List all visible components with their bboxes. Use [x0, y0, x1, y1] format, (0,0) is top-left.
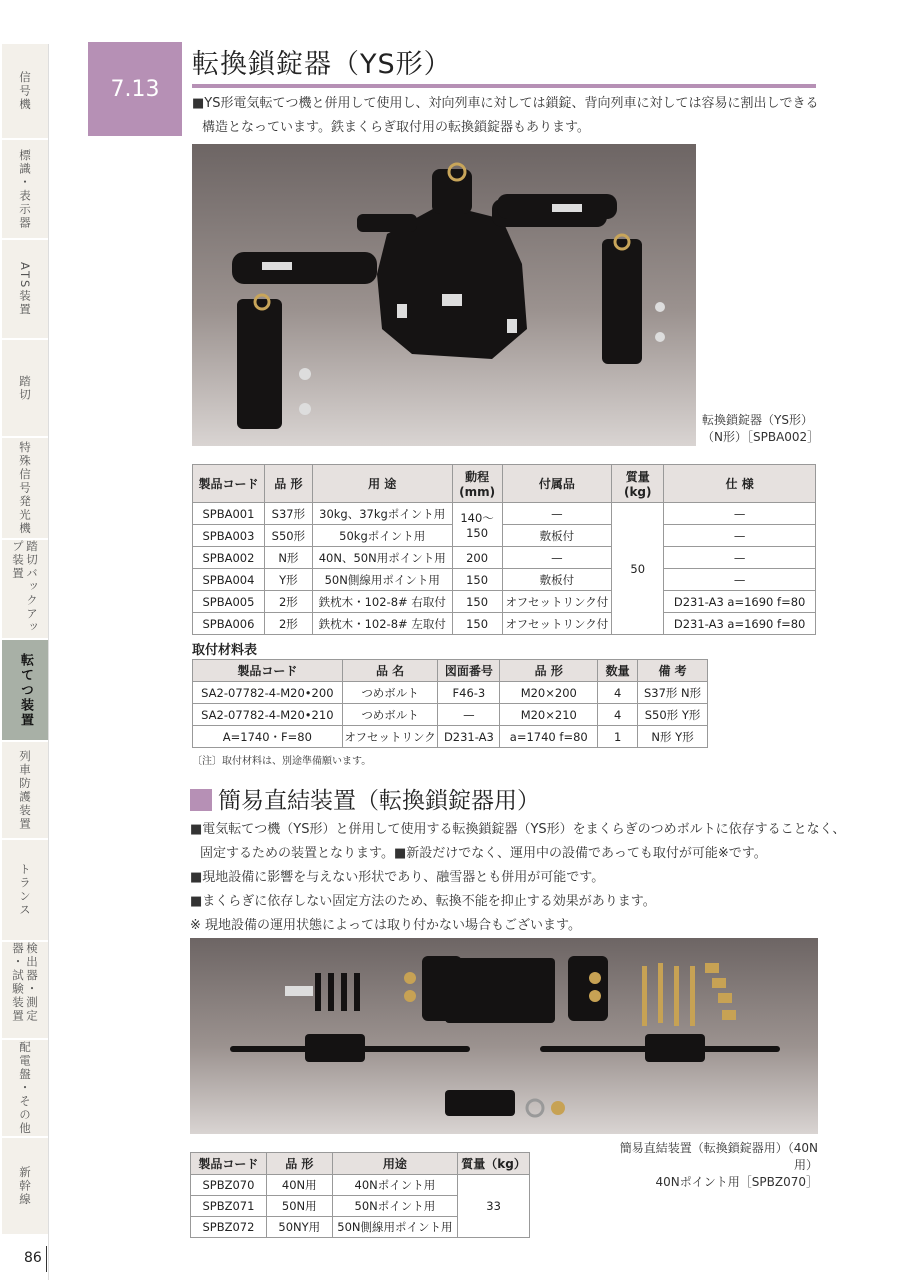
cell: 4: [598, 682, 638, 704]
para-line: 固定するための装置となります。■新設だけでなく、運用中の設備であっても取付が可能※です。: [200, 846, 767, 861]
page-number: 86: [24, 1250, 42, 1266]
col-header: 品 名: [342, 660, 438, 682]
cell: 30kg、37kgポイント用: [312, 503, 452, 525]
cell: a=1740 f=80: [500, 726, 598, 748]
cell: オフセットリンク付: [502, 613, 612, 635]
product-photo-switch-lock: [192, 144, 696, 446]
cell: —: [664, 569, 816, 591]
intro-line: ■YS形電気転てつ機と併用して使用し、対向列車に対しては鎖錠、背向列車に対しては容易に割出しできる: [192, 96, 819, 111]
cell: —: [664, 525, 816, 547]
col-header: 仕 様: [664, 465, 816, 503]
cell: 140〜 150: [452, 503, 502, 547]
table-row: [193, 726, 708, 748]
tab-special-signal[interactable]: [2, 438, 48, 539]
tab-label: 新幹線: [18, 1165, 32, 1207]
table-row: [193, 613, 816, 635]
col-header: 製品コード: [193, 660, 343, 682]
cell: A=1740・F=80: [193, 726, 343, 748]
cell: —: [502, 503, 612, 525]
tab-detectors[interactable]: [2, 942, 48, 1039]
mounting-materials-title: 取付材料表: [192, 643, 258, 658]
cell: SPBZ072: [191, 1217, 267, 1238]
tab-signs[interactable]: [2, 140, 48, 239]
table-header-row: [191, 1153, 530, 1175]
cell: D231-A3: [438, 726, 500, 748]
cell: SPBZ071: [191, 1196, 267, 1217]
col-header: 製品コード: [193, 465, 265, 503]
cell: 40N用: [266, 1175, 332, 1196]
cell: —: [664, 503, 816, 525]
cell: —: [438, 704, 500, 726]
table-row: [193, 547, 816, 569]
tab-label: トランス: [18, 863, 32, 917]
table-header-row: [193, 465, 816, 503]
cell: M20×210: [500, 704, 598, 726]
tab-label: 標識・表示器: [18, 148, 32, 230]
col-header: 動程 (mm): [452, 465, 502, 503]
col-header: 品 形: [500, 660, 598, 682]
cell: 敷板付: [502, 525, 612, 547]
cell: 2形: [264, 591, 312, 613]
cell: F46-3: [438, 682, 500, 704]
cell: 150: [452, 569, 502, 591]
col-header: 用途: [332, 1153, 457, 1175]
tab-label: 踏切バックアップ装置: [11, 540, 39, 635]
col-header: 数量: [598, 660, 638, 682]
cell: N形 Y形: [638, 726, 708, 748]
cell: S50形 Y形: [638, 704, 708, 726]
cell: 40Nポイント用: [332, 1175, 457, 1196]
para-line: ■現地設備に影響を与えない形状であり、融雪器とも併用が可能です。: [190, 870, 605, 885]
cell: SPBA002: [193, 547, 265, 569]
cell: 50N側線用ポイント用: [332, 1217, 457, 1238]
col-header: 製品コード: [191, 1153, 267, 1175]
title-underline: [192, 84, 816, 88]
table-note: 〔注〕取付材料は、別途準備願います。: [192, 756, 372, 767]
cell: 50Nポイント用: [332, 1196, 457, 1217]
direct-coupling-table: [190, 1152, 530, 1238]
tab-label: 転てつ装置: [18, 652, 33, 728]
tab-label: ATS装置: [18, 261, 32, 317]
section2-title: 簡易直結装置（転換鎖錠器用）: [218, 788, 540, 814]
cell: 50N用: [266, 1196, 332, 1217]
heading-marker: [190, 789, 212, 811]
cell: オフセットリンク: [342, 726, 438, 748]
cell: 150: [452, 613, 502, 635]
cell: 200: [452, 547, 502, 569]
cell: 33: [458, 1175, 530, 1238]
cell: SPBA003: [193, 525, 265, 547]
section2-text: [190, 818, 845, 938]
table-header-row: [193, 660, 708, 682]
cell: 50N側線用ポイント用: [312, 569, 452, 591]
section-number: 7.13: [110, 76, 160, 102]
tab-label: 特殊信号発光機: [18, 440, 32, 536]
cell: Y形: [264, 569, 312, 591]
tab-ats[interactable]: [2, 240, 48, 339]
cell: SPBA001: [193, 503, 265, 525]
tab-signals[interactable]: [2, 44, 48, 139]
cell: S37形: [264, 503, 312, 525]
cell: —: [664, 547, 816, 569]
cell: 150: [452, 591, 502, 613]
cell: SA2-07782-4-M20•210: [193, 704, 343, 726]
direct-coupling-illustration: [190, 938, 818, 1134]
cell: 1: [598, 726, 638, 748]
cell: D231-A3 a=1690 f=80: [664, 591, 816, 613]
col-header: 質量（kg）: [458, 1153, 530, 1175]
product-photo-direct-coupling: [190, 938, 818, 1134]
cell: SA2-07782-4-M20•200: [193, 682, 343, 704]
cell: 鉄枕木・102-8# 右取付: [312, 591, 452, 613]
cell: 40N、50N用ポイント用: [312, 547, 452, 569]
table-row: [193, 704, 708, 726]
para-line: ■電気転てつ機（YS形）と併用して使用する転換鎖錠器（YS形）をまくらぎのつめボルトに依存することなく、: [190, 822, 846, 837]
product-spec-table: [192, 464, 816, 635]
tab-label: 信号機: [18, 70, 32, 112]
tab-train-protection[interactable]: [2, 742, 48, 839]
col-header: 備 考: [638, 660, 708, 682]
tab-crossing-backup[interactable]: [2, 540, 48, 639]
tab-shinkansen[interactable]: [2, 1138, 48, 1235]
intro-text: [192, 92, 818, 140]
tab-switchboard[interactable]: [2, 1040, 48, 1137]
tab-switch-device[interactable]: [2, 640, 48, 741]
cell: 50: [612, 503, 664, 635]
cell: 50NY用: [266, 1217, 332, 1238]
cell: SPBA006: [193, 613, 265, 635]
side-divider: [48, 44, 49, 1280]
table-row: [191, 1175, 530, 1196]
tab-label: 列車防護装置: [18, 749, 32, 831]
col-header: 用 途: [312, 465, 452, 503]
col-header: 品 形: [266, 1153, 332, 1175]
tab-label: 踏切: [18, 374, 32, 402]
tab-label: 検出器・測定器・試験装置: [11, 942, 39, 1023]
cell: 50kgポイント用: [312, 525, 452, 547]
caption-line: （N形）［SPBA002］: [702, 430, 820, 444]
tab-transformer[interactable]: [2, 840, 48, 941]
cell: 4: [598, 704, 638, 726]
photo1-caption: [702, 412, 819, 446]
cell: —: [502, 547, 612, 569]
table-row: [193, 569, 816, 591]
table-row: [193, 682, 708, 704]
para-line: ■まくらぎに依存しない固定方法のため、転換不能を抑止する効果があります。: [190, 894, 656, 909]
caption-line: 40Nポイント用［SPBZ070］: [655, 1175, 818, 1189]
photo2-caption: [608, 1140, 818, 1191]
cell: M20×200: [500, 682, 598, 704]
tab-label: 配電盤・その他: [18, 1040, 32, 1136]
cell: SPBA004: [193, 569, 265, 591]
switch-lock-illustration: [192, 144, 696, 446]
cell: S50形: [264, 525, 312, 547]
cell: つめボルト: [342, 704, 438, 726]
page-title: 転換鎖錠器（YS形）: [192, 49, 452, 80]
tab-crossing[interactable]: [2, 340, 48, 437]
cell: つめボルト: [342, 682, 438, 704]
table-row: [193, 525, 816, 547]
cell: D231-A3 a=1690 f=80: [664, 613, 816, 635]
page-number-divider: [46, 1246, 47, 1272]
section2-heading: [190, 782, 540, 815]
col-header: 質量 (kg): [612, 465, 664, 503]
cell: オフセットリンク付: [502, 591, 612, 613]
cell: N形: [264, 547, 312, 569]
caption-line: 簡易直結装置（転換鎖錠器用）（40N用）: [619, 1141, 818, 1172]
table-row: [193, 503, 816, 525]
cell: SPBZ070: [191, 1175, 267, 1196]
table-row: [193, 591, 816, 613]
col-header: 図面番号: [438, 660, 500, 682]
intro-line: 構造となっています。鉄まくらぎ取付用の転換鎖錠器もあります。: [202, 120, 590, 135]
cell: 敷板付: [502, 569, 612, 591]
col-header: 付属品: [502, 465, 612, 503]
cell: SPBA005: [193, 591, 265, 613]
cell: 2形: [264, 613, 312, 635]
section-number-box: [88, 42, 182, 136]
caption-line: 転換鎖錠器（YS形）: [702, 413, 813, 427]
mounting-materials-table: [192, 659, 708, 748]
para-line: ※ 現地設備の運用状態によっては取り付かない場合もございます。: [190, 918, 581, 933]
cell: S37形 N形: [638, 682, 708, 704]
col-header: 品 形: [264, 465, 312, 503]
cell: 鉄枕木・102-8# 左取付: [312, 613, 452, 635]
